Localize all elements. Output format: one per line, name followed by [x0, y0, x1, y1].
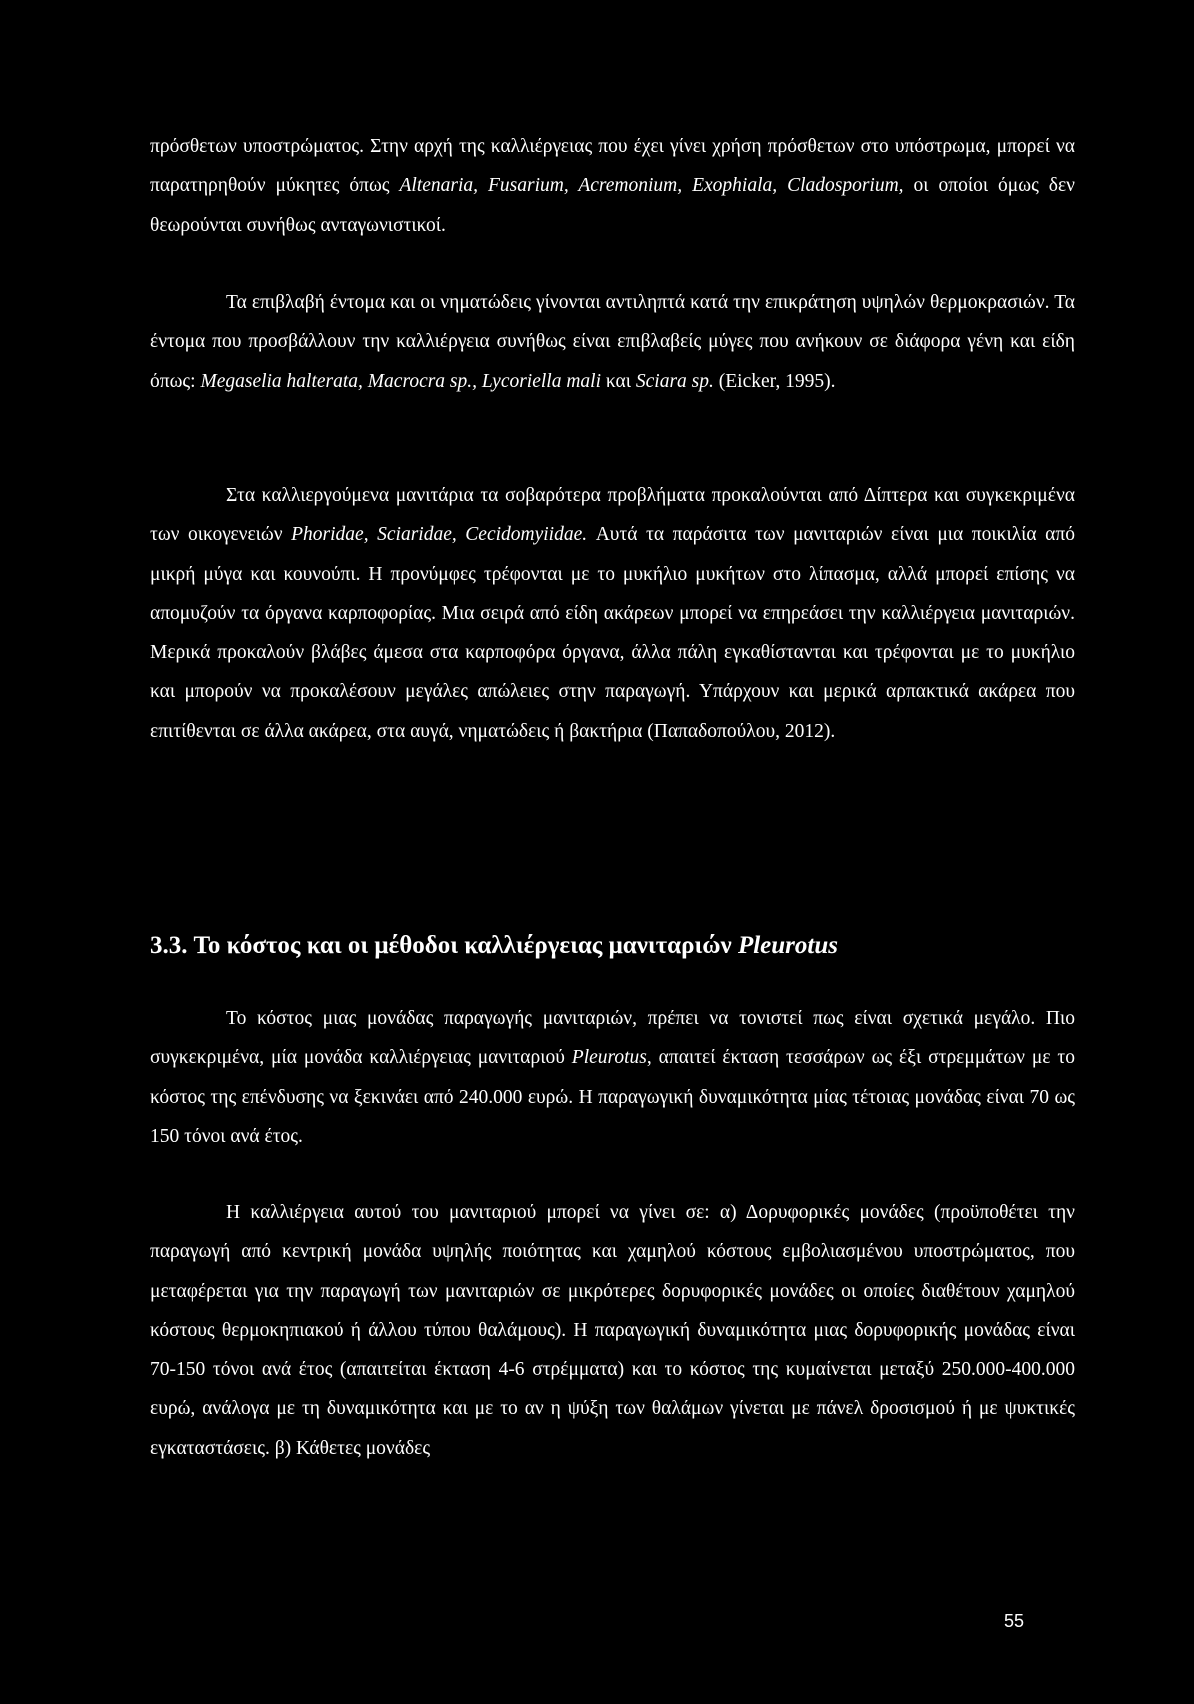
genus-name: Pleurotus [571, 1047, 647, 1069]
text-run: Η καλλιέργεια αυτού του μανιταριού μπορεί να γίνει σε: α) Δορυφορικές μονάδες (προϋποθέτει την παραγωγή από κεντρική μονάδα υψηλής ποιότητας και χαμηλού κόστους εμβολιασμένου υποστρώματος, που μεταφέρεται για την παραγωγή των μανιταριών σε μικρότερες δορυφορικές μονάδες οι οποίες διαθέτουν χαμηλού κόστους θερμοκηπιακού ή άλλου τύπου θαλάμους). Η παραγωγική δυναμικότητα μιας δορυφορικής μονάδας είναι 70-150 τόνοι ανά έτος (απαιτείται έκταση 4-6 στρέμματα) και το κόστος της κυμαίνεται μεταξύ 250.000-400.000 ευρώ, ανάλογα με τη δυναμικότητα και με το αν η ψύξη των θαλάμων γίνεται με πάνελ δροσισμού ή με ψυκτικές εγκαταστάσεις. β) Κάθετες μονάδες [150, 1202, 1075, 1459]
section-title-genus: Pleurotus [737, 932, 838, 959]
page-number: 55 [1003, 1611, 1024, 1631]
text-run: οι οποίοι όμως δεν θεωρούνται συνήθως ανταγωνιστικοί. [150, 175, 1075, 236]
paragraph-diptera [150, 476, 1075, 751]
text-run: Τα επιβλαβή έντομα και οι νηματώδεις γίνονται αντιληπτά κατά την επικράτηση υψηλών θερμοκρασιών. Τα έντομα που προσβάλλουν την καλλιέργεια συνήθως είναι επιβλαβείς μύγες που ανήκουν σε διάφορα γένη και είδη όπως: [150, 292, 1075, 392]
text-run: (Eicker, 1995). [713, 370, 836, 392]
paragraph-cost [150, 999, 1075, 1156]
family-names: Phoridae, Sciaridae, Cecidomyiidae. [291, 524, 588, 546]
paragraph-insects [150, 283, 1075, 401]
paragraph-methods [150, 1193, 1075, 1468]
section-number: 3.3. [150, 932, 188, 959]
text-run: πρόσθετων υποστρώματος. Στην αρχή της καλλιέργειας που έχει γίνει χρήση πρόσθετων στο υπόστρωμα, μπορεί να παρατηρηθούν μύκητες όπως [150, 136, 1075, 197]
text-run: και [601, 370, 636, 392]
section-title: Το κόστος και οι μέθοδοι καλλιέργειας μανιταριών [193, 932, 738, 959]
text-run: , απαιτεί έκταση τεσσάρων ως έξι στρεμμάτων με το κόστος της επένδυσης να ξεκινάει από 240.000 ευρώ. Η παραγωγική δυναμικότητα μίας τέτοιας μονάδας είναι 70 ως 150 τόνοι ανά έτος. [150, 1047, 1076, 1147]
text-run: Αυτά τα παράσιτα των μανιταριών είναι μια ποικιλία από μικρή μύγα και κουνούπι. Η προνύμφες τρέφονται με το μυκήλιο μυκήτων στο λίπασμα, αλλά μπορεί επίσης να απομυζούν τα όργανα καρποφορίας. Μια σειρά από είδη ακάρεων μπορεί να επηρεάσει την καλλιέργεια μανιταριών. Μερικά προκαλούν βλάβες άμεσα στα καρποφόρα όργανα, άλλα πάλη εγκαθίστανται και τρέφονται με το μυκήλιο και μπορούν να προκαλέσουν μεγάλες απώλειες στην παραγωγή. Υπάρχουν και μερικά αρπακτικά ακάρεα που επιτίθενται σε άλλα ακάρεα, στα αυγά, νηματώδεις ή βακτήρια (Παπαδοπούλου, 2012). [150, 524, 1075, 742]
text-run: Το κόστος μιας μονάδας παραγωγής μανιταριών, πρέπει να τονιστεί πως είναι σχετικά μεγάλο. Πιο συγκεκριμένα, μία μονάδα καλλιέργειας μανιταριού [150, 1008, 1075, 1069]
species-names: Megaselia halterata, Macrocra sp., Lycoriella mali [200, 370, 602, 392]
species-name-sciara: Sciara sp. [635, 370, 714, 392]
paragraph-fungi [150, 127, 1075, 245]
section-heading [150, 930, 838, 962]
fungi-names: Altenaria, Fusarium, Acremonium, Exophiala, Cladosporium, [399, 175, 904, 197]
text-run: Στα καλλιεργούμενα μανιτάρια τα σοβαρότερα προβλήματα προκαλούνται από Δίπτερα και συγκεκριμένα των οικογενειών [150, 485, 1075, 546]
